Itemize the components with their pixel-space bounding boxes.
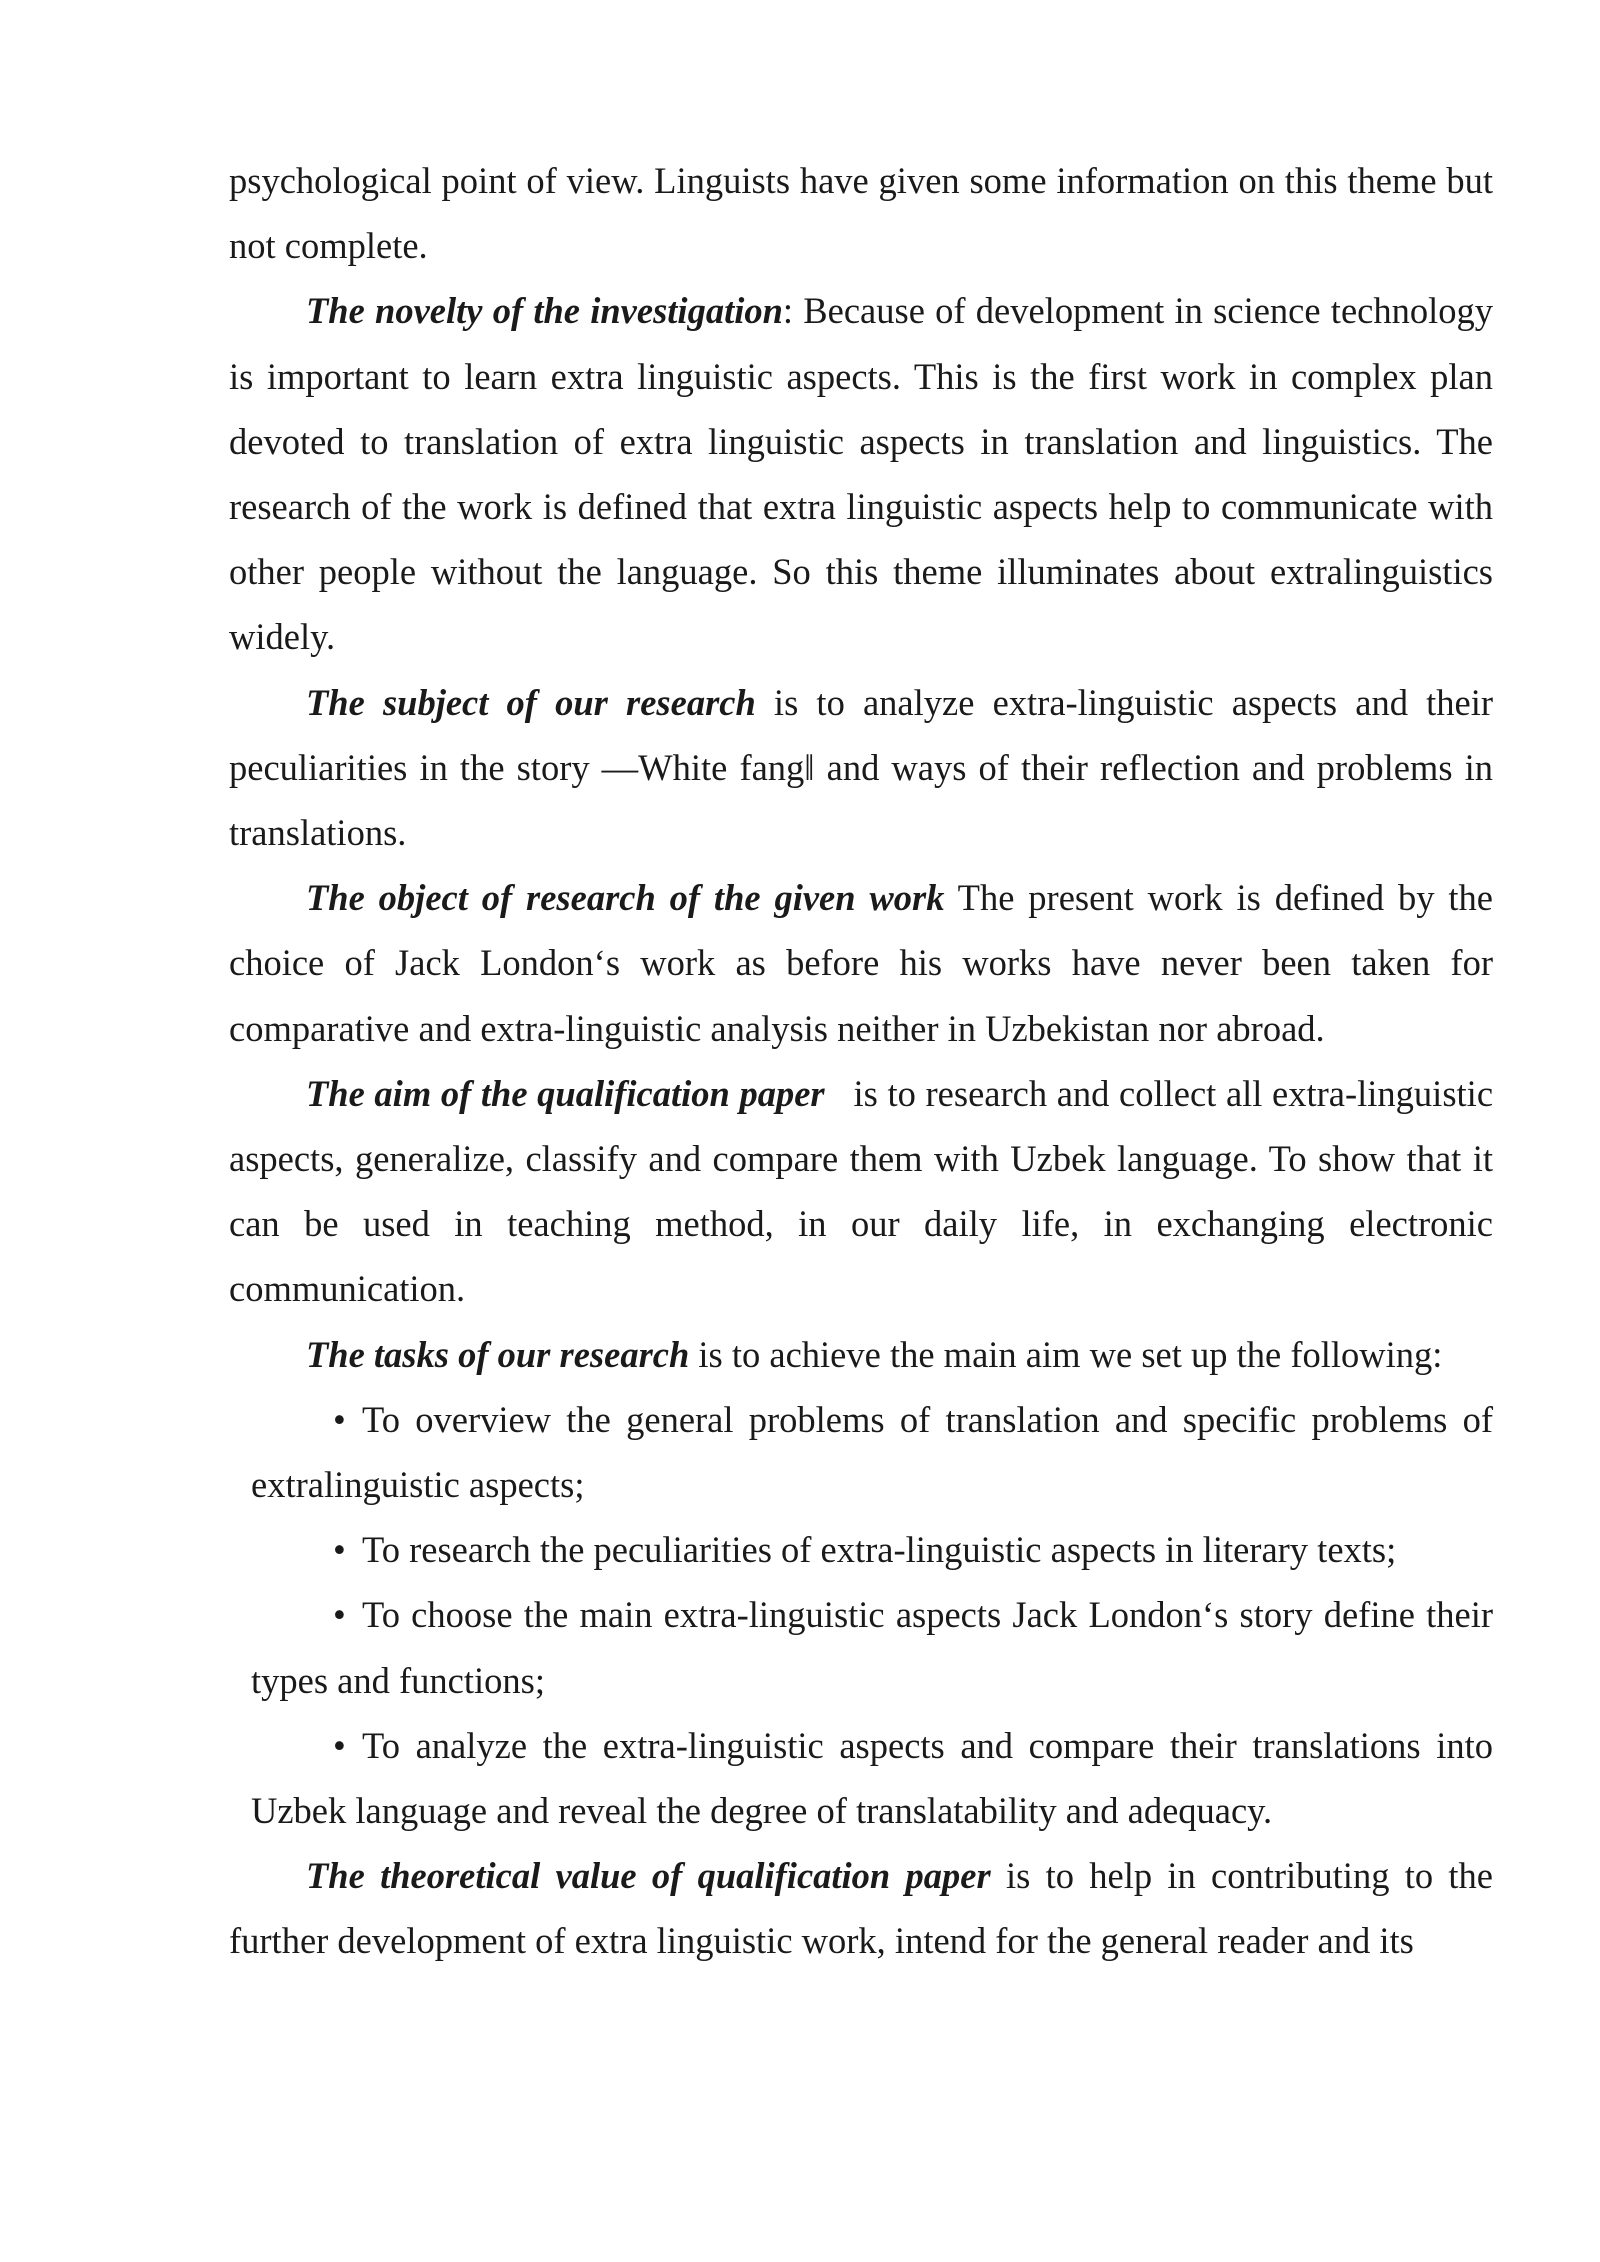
- task-bullet-list: [229, 1387, 1493, 1843]
- list-item: [251, 1713, 1493, 1843]
- paragraph-lead: The theoretical value of qualification paper: [306, 1855, 991, 1897]
- list-item-text: To overview the general problems of translation and specific problems of extralinguistic aspects;: [251, 1398, 1493, 1506]
- paragraph-lead: The novelty of the investigation: [306, 290, 783, 332]
- bullet-icon: •: [333, 1398, 346, 1440]
- paragraph-theoretical-value: [229, 1843, 1493, 1973]
- paragraph-text: The present work is defined by the choice of Jack London‘s work as before his works have never been taken for comparative and extra-linguistic analysis neither in Uzbekistan nor abroad.: [229, 877, 1493, 1049]
- paragraph-novelty: [229, 278, 1493, 669]
- paragraph-aim: [229, 1061, 1503, 1322]
- paragraph-object: [229, 865, 1493, 1061]
- paragraph-tasks: [229, 1322, 1493, 1387]
- paragraph-text: psychological point of view. Linguists have given some information on this theme but not complete.: [229, 160, 1493, 267]
- paragraph-text: is to achieve the main aim we set up the following:: [689, 1333, 1443, 1375]
- bullet-icon: •: [333, 1529, 346, 1571]
- list-item: [251, 1387, 1493, 1517]
- bullet-icon: •: [333, 1594, 346, 1636]
- paragraph-text: is to help in contributing to the further development of extra linguistic work, intend for the general reader and its: [229, 1855, 1493, 1962]
- paragraph-lead: The object of research of the given work: [306, 877, 945, 919]
- paragraph-continuation: [229, 148, 1493, 278]
- document-body: [229, 148, 1503, 1974]
- paragraph-lead: The subject of our research: [306, 681, 756, 723]
- paragraph-text: is to analyze extra-linguistic aspects and their peculiarities in the story ―White fang‖ and ways of their reflection and problems in translations.: [229, 681, 1493, 854]
- list-item-text: To analyze the extra-linguistic aspects and compare their translations into Uzbek language and reveal the degree of translatability and adequacy.: [251, 1724, 1493, 1832]
- list-item: [251, 1582, 1493, 1712]
- list-item-text: To choose the main extra-linguistic aspects Jack London‘s story define their types and functions;: [251, 1594, 1493, 1701]
- paragraph-subject: [229, 670, 1493, 866]
- paragraph-lead: The aim of the qualification paper: [306, 1072, 825, 1114]
- paragraph-lead: The tasks of our research: [306, 1333, 690, 1375]
- bullet-icon: •: [333, 1724, 346, 1766]
- list-item: [251, 1517, 1493, 1582]
- paragraph-text: is to research and collect all extra-linguistic aspects, generalize, classify and compare them with Uzbek language. To show that it can be used in teaching method, in our daily life, in exchanging electronic communication.: [229, 1072, 1503, 1310]
- list-item-text: To research the peculiarities of extra-linguistic aspects in literary texts;: [362, 1529, 1397, 1571]
- paragraph-text: : Because of development in science technology is important to learn extra linguistic aspects. This is the first work in complex plan devoted to translation of extra linguistic aspects in translation and linguistics. The research of the work is defined that extra linguistic aspects help to communicate with other people without the language. So this theme illuminates about extralinguistics widely.: [229, 290, 1493, 658]
